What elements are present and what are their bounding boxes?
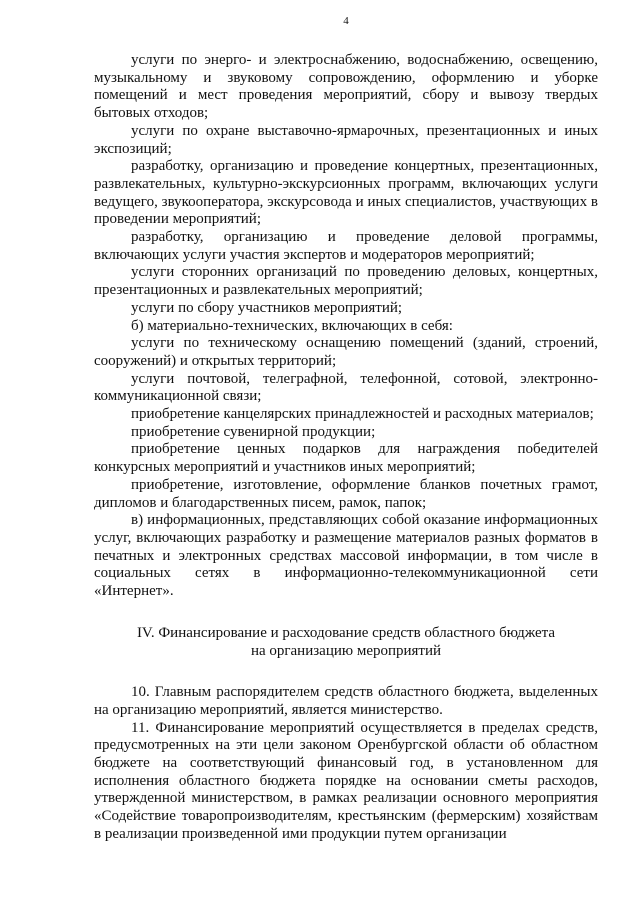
paragraph: б) материально-технических, включающих в себя:: [131, 317, 453, 334]
section-body: [94, 684, 598, 843]
paragraph: приобретение, изготовление, оформление бланков почетных грамот, дипломов и благодарственных писем, рамок, папок;: [94, 476, 598, 511]
paragraph: услуги по техническому оснащению помещений (зданий, строений, сооружений) и открытых территорий;: [94, 335, 598, 369]
paragraph: разработку, организацию и проведение деловой программы, включающих услуги участия экспертов и модераторов мероприятий;: [94, 229, 598, 263]
list-section: [94, 52, 598, 601]
page-number: 4: [343, 15, 349, 27]
paragraph: 10. Главным распорядителем средств областного бюджета, выделенных на организацию мероприятий, является министерство.: [94, 684, 598, 718]
paragraph: в) информационных, представляющих собой оказание информационных услуг, включающих разработку и размещение материалов разных форматов в печатных и электронных средствах массовой информации, в том числе в социальных сетях в информационно-телекоммуникационной сети «Интернет».: [94, 512, 598, 600]
paragraph: приобретение ценных подарков для награждения победителей конкурсных мероприятий и участников иных мероприятий;: [94, 441, 598, 476]
section-heading: [94, 625, 598, 660]
paragraph: услуги почтовой, телеграфной, телефонной, сотовой, электронно-коммуникационной связи;: [94, 370, 598, 405]
section-heading-line: IV. Финансирование и расходование средств областного бюджета: [136, 624, 556, 641]
paragraph: услуги по энерго- и электроснабжению, водоснабжению, освещению, музыкальному и звуковому сопровождению, оформлению и уборке помещений и мест проведения мероприятий, сбору и вывозу твердых бытовых отходов;: [94, 52, 598, 122]
paragraph: приобретение сувенирной продукции;: [131, 423, 376, 440]
paragraph: разработку, организацию и проведение концертных, презентационных, развлекательных, культурно-экскурсионных программ, включающих услуги ведущего, звукооператора, экскурсовода и иных специалистов, участвующих в проведении мероприятий;: [94, 158, 598, 228]
paragraph: услуги сторонних организаций по проведению деловых, концертных, презентационных и развлекательных мероприятий;: [94, 264, 598, 299]
paragraph: услуги по сбору участников мероприятий;: [131, 299, 403, 316]
paragraph: приобретение канцелярских принадлежностей и расходных материалов;: [131, 406, 594, 423]
paragraph: 11. Финансирование мероприятий осуществляется в пределах средств, предусмотренных на эти цели законом Оренбургской области об областном бюджете на соответствующий финансовый год, в установленном для исполнения областного бюджета порядке на основании сметы расходов, утвержденной министерством, в рамках реализации основного мероприятия «Содействие товаропроизводителям, крестьянским (фермерским) хозяйствам в реализации произведенной ими продукции путем организации: [94, 719, 598, 842]
section-heading-line: на организацию мероприятий: [250, 642, 442, 659]
paragraph: услуги по охране выставочно-ярмарочных, презентационных и иных экспозиций;: [94, 122, 598, 157]
